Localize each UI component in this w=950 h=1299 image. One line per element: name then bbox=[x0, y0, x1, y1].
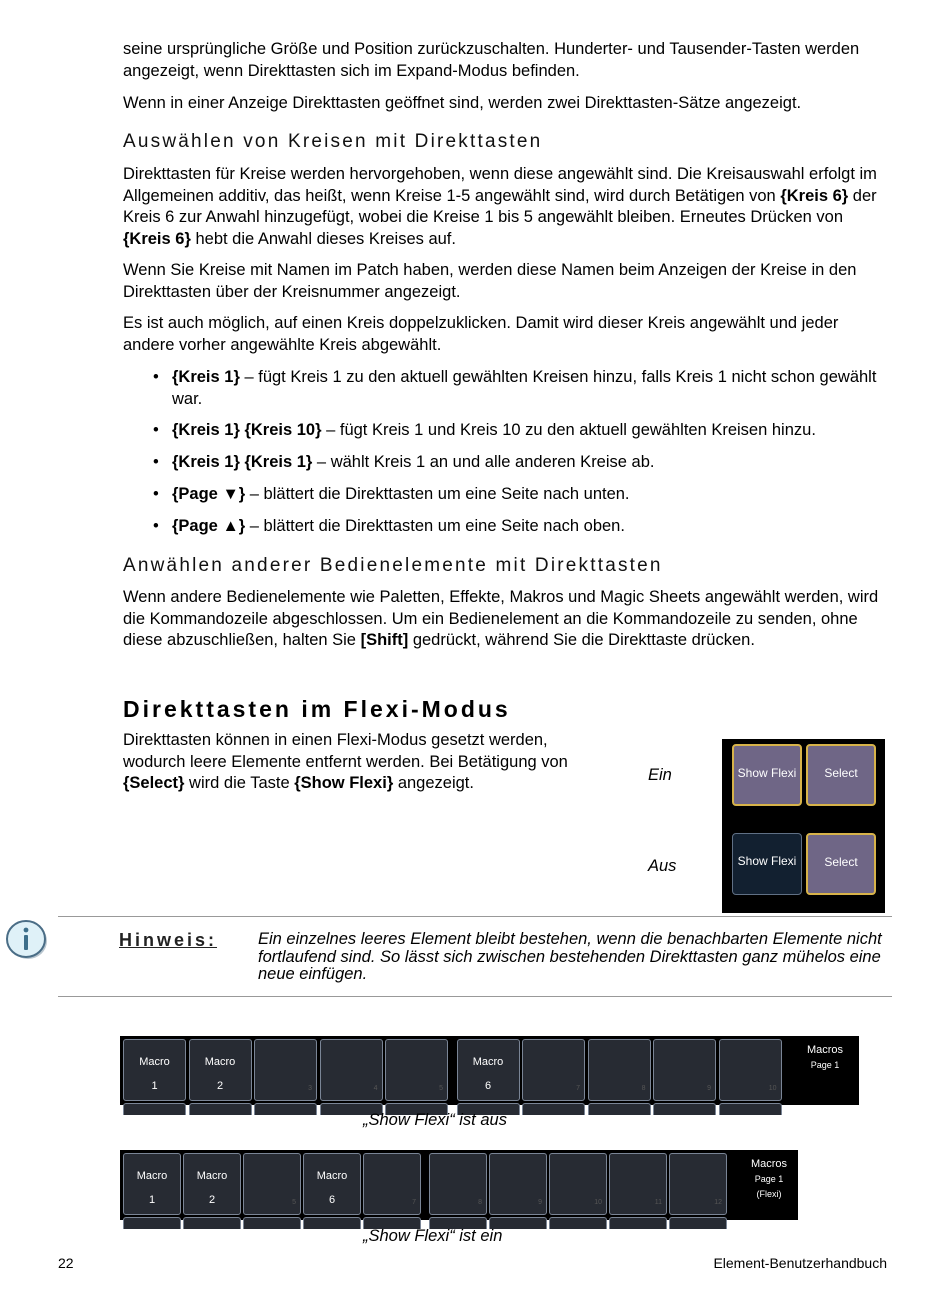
section-heading-kreise: Auswählen von Kreisen mit Direkttasten bbox=[123, 131, 543, 152]
footer-title: Element-Benutzerhandbuch bbox=[713, 1255, 887, 1271]
caption-flexi-on: „Show Flexi“ ist ein bbox=[363, 1227, 503, 1245]
direct-select-key-next-row bbox=[243, 1217, 301, 1229]
direct-select-key-next-row bbox=[653, 1103, 716, 1115]
key-number: 2 bbox=[208, 1194, 216, 1206]
direct-select-key-next-row bbox=[123, 1217, 181, 1229]
direct-select-key[interactable] bbox=[123, 1039, 186, 1101]
key-index: 5 bbox=[292, 1199, 296, 1206]
direct-select-key-next-row bbox=[719, 1103, 782, 1115]
direct-select-key-empty[interactable] bbox=[669, 1153, 727, 1215]
direct-select-key[interactable] bbox=[123, 1153, 181, 1215]
key-number: 6 bbox=[328, 1194, 336, 1206]
direct-select-key[interactable] bbox=[183, 1153, 241, 1215]
section2-paragraph-1: Wenn andere Bedienelemente wie Paletten, Effekte, Makros und Magic Sheets angewählt werden, wird die Kommandozeile abgeschlossen. Um ein Bedienelement an die Kommandozeile zu senden, ohne diese abzuschließen, halten Sie [Shift] gedrückt, während Sie die Direkttaste drücken. bbox=[123, 588, 879, 649]
key-number: 1 bbox=[148, 1194, 156, 1206]
show-flexi-button-on[interactable]: Show Flexi bbox=[732, 744, 802, 806]
list-item: • {Kreis 1} – fügt Kreis 1 zu den aktuell gewählten Kreisen hinzu, falls Kreis 1 nicht schon gewählt war. bbox=[153, 368, 877, 408]
direct-select-key-next-row bbox=[549, 1217, 607, 1229]
direct-select-key-empty[interactable] bbox=[549, 1153, 607, 1215]
key-index: 4 bbox=[373, 1085, 378, 1092]
key-index: 7 bbox=[412, 1199, 416, 1206]
direct-select-key-next-row bbox=[123, 1103, 186, 1115]
label-ein: Ein bbox=[648, 766, 672, 784]
key-index: 10 bbox=[768, 1085, 777, 1092]
direct-select-key-next-row bbox=[189, 1103, 252, 1115]
direct-select-key-empty[interactable] bbox=[429, 1153, 487, 1215]
divider bbox=[58, 916, 892, 917]
direct-select-key-next-row bbox=[303, 1217, 361, 1229]
direct-select-key-next-row bbox=[254, 1103, 317, 1115]
key-number: 1 bbox=[151, 1080, 158, 1092]
key-index: 5 bbox=[439, 1085, 443, 1092]
key-title: Macro bbox=[196, 1170, 228, 1182]
list-item: • {Page ▼} – blättert die Direkttasten um eine Seite nach unten. bbox=[153, 485, 630, 503]
key-number: 6 bbox=[484, 1080, 492, 1092]
key-index: 3 bbox=[308, 1085, 312, 1092]
section1-paragraph-3: Es ist auch möglich, auf einen Kreis doppelzuklicken. Damit wird dieser Kreis angewählt und jeder andere vorher angewählte Kreis abgewählt. bbox=[123, 314, 839, 354]
label-aus: Aus bbox=[648, 857, 677, 875]
key-index: 7 bbox=[576, 1085, 580, 1092]
select-button-on[interactable]: Select bbox=[806, 744, 876, 806]
info-icon bbox=[4, 916, 48, 960]
select-button-off-state[interactable]: Select bbox=[806, 833, 876, 895]
show-flexi-button-off[interactable]: Show Flexi bbox=[732, 833, 802, 895]
strip-label-macros: Macros Page 1 (Flexi) bbox=[750, 1158, 788, 1199]
direct-select-key-next-row bbox=[609, 1217, 667, 1229]
key-index: 8 bbox=[641, 1085, 646, 1092]
key-title: Macro bbox=[472, 1056, 504, 1068]
direct-select-key[interactable] bbox=[457, 1039, 520, 1101]
strip-label-macros: Macros Page 1 bbox=[806, 1044, 844, 1070]
direct-select-key-next-row bbox=[183, 1217, 241, 1229]
key-index: 9 bbox=[538, 1199, 542, 1206]
key-title: Macro bbox=[204, 1056, 236, 1068]
key-title: Macro bbox=[136, 1170, 168, 1182]
key-number: 2 bbox=[216, 1080, 224, 1092]
key-index: 8 bbox=[478, 1199, 482, 1206]
section3-paragraph-1: Direkttasten können in einen Flexi-Modus gesetzt werden, wodurch leere Elemente entfernt werden. Bei Betätigung von {Select} wird die Taste {Show Flexi} angezeigt. bbox=[123, 731, 568, 792]
direct-select-key-empty[interactable] bbox=[588, 1039, 651, 1101]
direct-select-key-next-row bbox=[522, 1103, 585, 1115]
list-item: • {Kreis 1} {Kreis 10} – fügt Kreis 1 und Kreis 10 zu den aktuell gewählten Kreisen hinzu. bbox=[153, 421, 816, 439]
direct-select-key[interactable] bbox=[189, 1039, 252, 1101]
key-title: Macro bbox=[139, 1056, 170, 1068]
direct-select-key-empty[interactable] bbox=[719, 1039, 782, 1101]
direct-select-strip-flexi-off bbox=[120, 1036, 859, 1105]
caption-flexi-off: „Show Flexi“ ist aus bbox=[363, 1111, 507, 1129]
direct-select-key-empty[interactable] bbox=[254, 1039, 317, 1101]
direct-select-key-next-row bbox=[588, 1103, 651, 1115]
key-index: 12 bbox=[714, 1199, 722, 1206]
note-label: Hinweis: bbox=[119, 930, 218, 950]
direct-select-key-empty[interactable] bbox=[609, 1153, 667, 1215]
section-heading-bedienelemente: Anwählen anderer Bedienelemente mit Direkttasten bbox=[123, 555, 663, 576]
list-item: • {Kreis 1} {Kreis 1} – wählt Kreis 1 an und alle anderen Kreise ab. bbox=[153, 453, 655, 471]
direct-select-key-empty[interactable] bbox=[385, 1039, 448, 1101]
direct-select-key-empty[interactable] bbox=[243, 1153, 301, 1215]
intro-paragraph-1: seine ursprüngliche Größe und Position zurückzuschalten. Hunderter- und Tausender-Tasten werden angezeigt, wenn Direkttasten sich im Expand-Modus befinden. bbox=[123, 40, 860, 80]
section1-paragraph-2: Wenn Sie Kreise mit Namen im Patch haben, werden diese Namen beim Anzeigen der Kreise in den Direkttasten über der Kreisnummer angezeigt. bbox=[123, 261, 857, 301]
divider bbox=[58, 996, 892, 997]
direct-select-key-empty[interactable] bbox=[522, 1039, 585, 1101]
flexi-key-panel bbox=[722, 739, 885, 913]
section-heading-flexi: Direkttasten im Flexi-Modus bbox=[123, 696, 511, 722]
direct-select-key-empty[interactable] bbox=[653, 1039, 716, 1101]
direct-select-key-empty[interactable] bbox=[489, 1153, 547, 1215]
direct-select-key[interactable] bbox=[303, 1153, 361, 1215]
note-text: Ein einzelnes leeres Element bleibt bestehen, wenn die benachbarten Elemente nicht fortlaufend sind. So lässt sich zwischen bestehenden Direkttasten ganz mühelos eine neue einfügen. bbox=[258, 930, 882, 983]
key-index: 9 bbox=[707, 1085, 711, 1092]
list-item: • {Page ▲} – blättert die Direkttasten um eine Seite nach oben. bbox=[153, 517, 625, 535]
direct-select-strip-flexi-on bbox=[120, 1150, 798, 1220]
section1-paragraph-1: Direkttasten für Kreise werden hervorgehoben, wenn diese angewählt sind. Die Kreisauswahl erfolgt im Allgemeinen additiv, das heißt, wenn Kreise 1-5 angewählt sind, wird durch Betätigen von {Kreis 6} der Kreis 6 zur Anwahl hinzugefügt, wobei die Kreise 1 bis 5 angewählt bleiben. Erneutes Drücken von {Kreis 6} hebt die Anwahl dieses Kreises auf. bbox=[123, 165, 877, 248]
direct-select-key-next-row bbox=[669, 1217, 727, 1229]
key-title: Macro bbox=[316, 1170, 348, 1182]
intro-paragraph-2: Wenn in einer Anzeige Direkttasten geöffnet sind, werden zwei Direkttasten-Sätze angezeigt. bbox=[123, 94, 802, 112]
direct-select-key-empty[interactable] bbox=[363, 1153, 421, 1215]
key-index: 10 bbox=[594, 1199, 602, 1206]
page-number: 22 bbox=[58, 1255, 74, 1271]
key-index: 11 bbox=[654, 1199, 662, 1206]
direct-select-key-empty[interactable] bbox=[320, 1039, 383, 1101]
